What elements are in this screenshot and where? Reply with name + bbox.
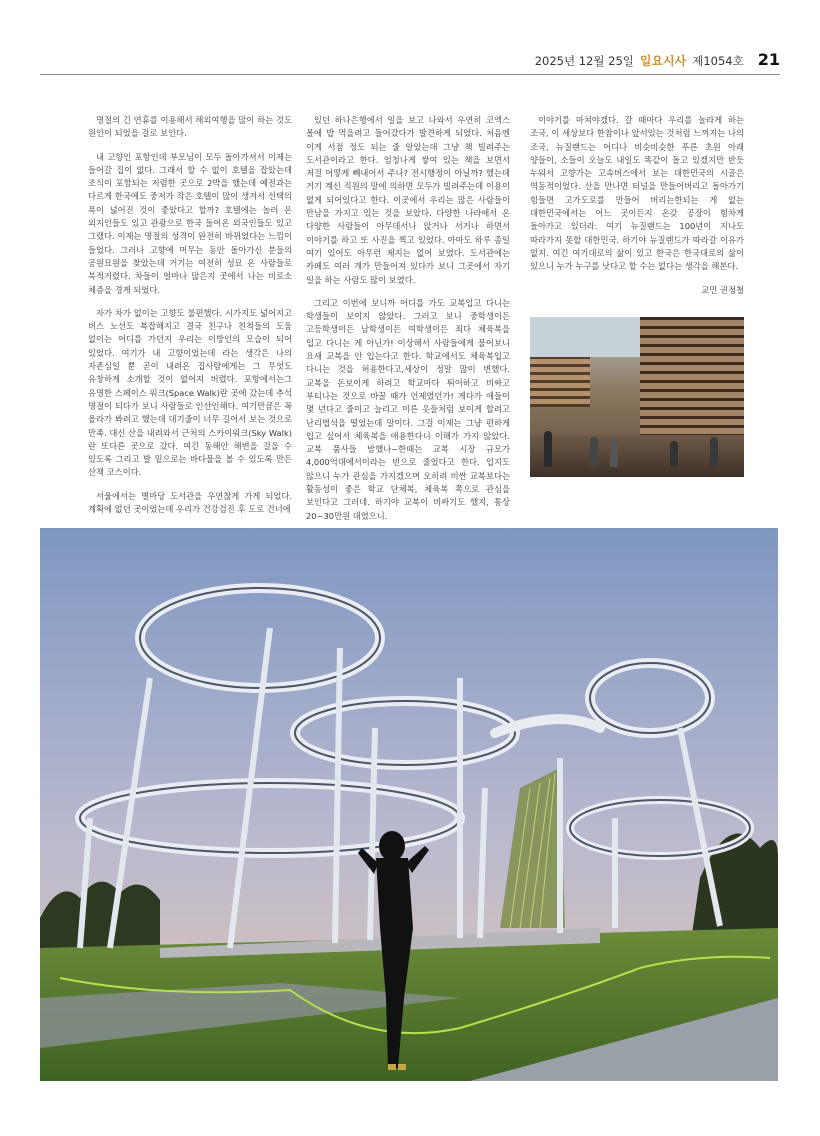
space-walk-illustration — [40, 528, 778, 1081]
article-column-1 — [88, 114, 292, 516]
person — [610, 439, 618, 467]
issue-date: 2025년 12월 25일 — [534, 54, 634, 68]
person — [590, 437, 598, 467]
article-column-2 — [306, 114, 510, 523]
person — [544, 431, 552, 467]
bookshelf — [640, 317, 744, 437]
page-header — [40, 44, 780, 75]
paragraph: 이야기를 마쳐야겠다. 갈 때마다 우리를 놀라게 하는 조국, 이 세상보다 한참이나 앞서있는 것처럼 느껴지는 나의 조국, 뉴질랜드는 어디나 비슷비슷한 푸른 초원 아래 양들이, 소들이 오늘도 내일도 똑같이 돌고 있겠지만 반듯 누워서 고향가는 고속버스에서 보는 대한민국의 시골은 역동적이었다. 산을 만나면 터널을 만들어버리고 돌아가기 힘들면 고가도로를 만들어 버리는한되는 게 없는 대한민국에서는 어느 곳이든지 온갖 공장이 힘차게 돌아가고 있더라. 여기 뉴질랜드는 100년이 지나도 따라가지 못할 대한민국. 하기야 뉴질랜드가 따라갈 이유가 없지. 여긴 여기대로의 삶이 있고 한국은 한국대로의 삶이 있으니 누가 누구를 낫다고 할 수는 없다는 생각을 해본다. — [530, 115, 744, 272]
publication-name: 일요시사 — [639, 54, 687, 68]
paragraph: 내 고향인 포항인데 부모님이 모두 돌아가셔서 이제는 들어갈 집이 없다. 그래서 할 수 없이 호텔을 잡았는데 조식이 포함되는 저렴한 곳으로 2박을 했는데 예전과는 다르게 한국에도 중저가 작은 호텔이 많이 생겨서 선택의 폭이 넓어진 것이 좋았다고 할까? 호텔에는 놀러 온 외지인들도 있고 관광으로 한국 들어온 외국인들도 있고 그랬다. 이제는 명절의 성격이 완전히 바뀌었다는 느낌이 들었다. 그러나 고향에 머무는 동안 돌아가신 분들의 공원묘원을 찾았는데 거기는 여전히 성묘 온 사람들로 북적거렸다. 차들이 얼마나 많은지 곳에서 나는 비로소 체증을 경게 되었다. — [88, 151, 292, 295]
person — [670, 441, 678, 467]
article-column-3 — [530, 114, 820, 477]
library-photo — [530, 317, 744, 477]
paragraph: 그리고 이번에 보니까 어디를 가도 교복입고 다니는 학생들이 보이지 않았다. 그러고 보니 중학생이든 고등학생이든 남학생이든 여학생이든 죄다 체육복을 입고 다니는 게 아닌가! 이상해서 사람들에게 물어보니 요새 교복을 안 입는다고 한다. 학교에서도 체육복입고 다니는 것을 허용한다고,세상이 정말 많이 변했다. 교복을 돈보이게 하려고 학교마다 튀어하고 비싸고 부티나는 것으로 바꿀 때가 언제였던가! 게다가 애들이 몇 년다고 줄이고 늘리고 이른 옷들처럼 보이게 할려고 난리법석을 떨었는데 말이다. 그걸 이제는 그냥 편하게 입고 싶어서 체육복을 애용한다니 이해가 가지 않았다. 교복 품사들 밤했나~한때는 교복 시장 규모가 4,000억대에서이라는 빈으로 줄었다고 한다. 입지도 않으니 누가 관심을 가지겠으며 오히려 비싼 교복보다는 활동성이 좋은 학교 단체복, 체육복 쪽으로 관심을 보인다고 그러네. 하기야 교복이 비싸기도 했지, 통상 20~30만원 대였으니. — [306, 297, 510, 521]
person — [710, 437, 718, 467]
space-walk-photo — [40, 528, 778, 1081]
paragraph: 명절의 긴 연휴를 이용해서 해외여행을 많이 하는 것도 원인이 되었을 걸로 보인다. — [88, 115, 292, 139]
article-body — [88, 114, 776, 521]
bookshelf — [530, 357, 590, 407]
paragraph: 서울에서는 별마당 도서관을 우연찮게 가게 되었다. 계획에 없던 곳이었는데 우리가 건강검진 후 도로 건너에 — [88, 490, 292, 515]
author-byline: 교민 권정철 — [701, 284, 744, 295]
header-info — [535, 50, 780, 69]
column-3-text — [530, 114, 744, 274]
page-number: 21 — [757, 50, 780, 69]
paragraph: 있던 하나은행에서 일을 보고 나와서 우연히 코엑스 몰에 밥 먹을려고 들어갔다가 발견하게 되었다. 처음엔 이게 서점 정도 되는 줄 알았는데 그냥 책 빌려주는 도서관이라고 한다. 엄청나게 쌓여 있는 책을 보면서 저걸 어떻게 빼내어서 주나? 전시행정이 아닐까? 했는데 거기 계신 직원의 말에 의하면 모두가 빌려주는데 이용이 없게 되어있다고 한다. 이곳에서 우리는 많은 사람들이 만남을 가지고 있는 것을 보았다. 다양한 나라에서 온 다양한 사람들이 아무데서나 앉거나 서거나 하면서 이야기를 하고 또 사진을 찍고 있었다. 아마도 하루 종일 여기 있어도 아무런 제지는 없어 보였다. 도서관에는 카페도 여러 개가 만들어져 있다가 보니 그곳에서 자기 일을 하는 사람도 많이 보였다. — [306, 115, 510, 285]
paragraph: 자가 차가 없이는 고향도 불편했다. 시가지도 넓어지고 버스 노선도 복잡해지고 결국 친구나 친척들의 도움 없이는 어디를 가던지 우리는 이방인의 모습이 되어 있었다. 여기가 내 고향이었는데 라는 생각은 나의 자존심일 뿐 곧이 내려온 집사람에게는 그 무엇도 유창하게 소개할 것이 없어져 버렸다. 포항에서는그 유명한 스페이스 워크(Space Walk)란 곳에 갔는데 추석 명절이 되다가 보니 사람들로 인산인해다. 여기만큼은 꼭 올라가 봐려고 했는데 대기줄이 너무 길어서 보는 것으로 만족. 대신 산을 내려와서 근처의 스카이워크(Sky Walk)란 또다른 곳으로 갔다. 여긴 동해안 해변을 걸을 수 있도록 그리고 발 밑으로는 바다물을 볼 수 있도록 만든 산책 코스이다. — [88, 307, 292, 478]
issue-number: 제1054호 — [692, 54, 744, 68]
